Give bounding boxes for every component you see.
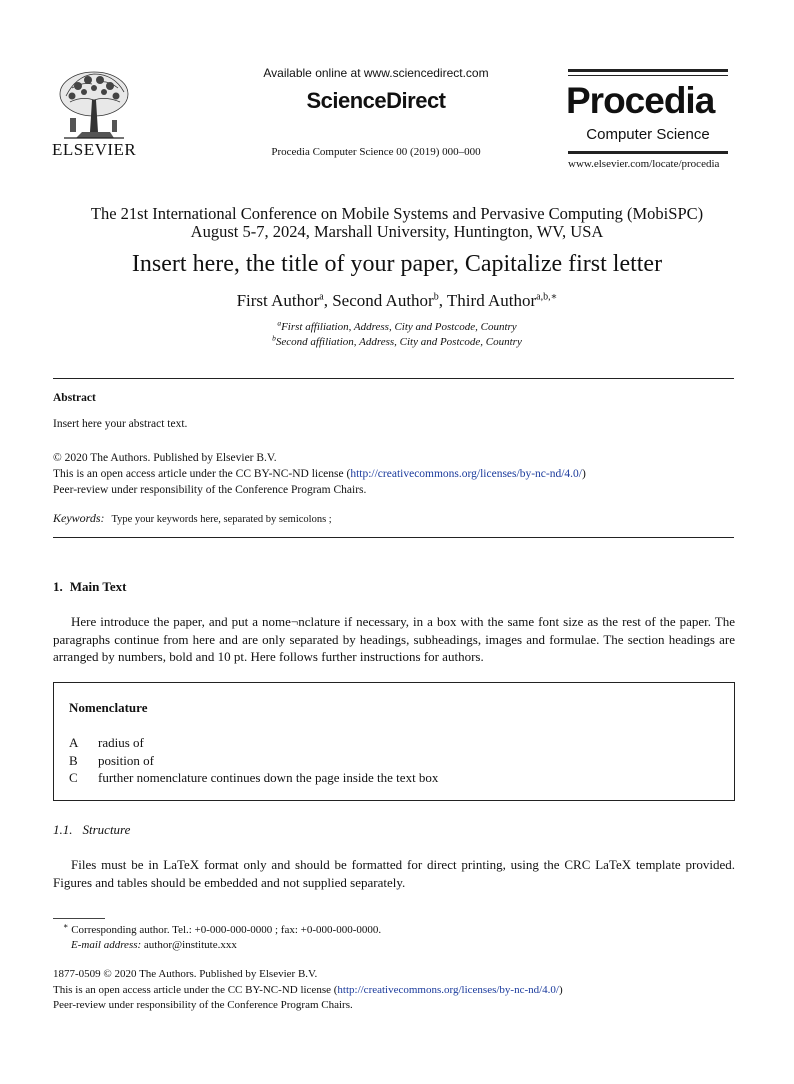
nomenclature-title: Nomenclature	[69, 700, 148, 715]
procedia-top-rule-thin	[568, 75, 728, 76]
affiliation-b: $^b$Second affiliation, Address, City and Postcode, Country	[272, 333, 522, 348]
conference-line-1: The 21st International Conference on Mobile Systems and Pervasive Computing (MobiSPC)	[90, 204, 704, 223]
keywords-line	[53, 511, 332, 526]
paper-title: Insert here, the title of your paper, Capitalize first letter	[131, 251, 663, 277]
section-1-paragraph: Here introduce the paper, and put a nome¬nclature if necessary, in a box with the same font size as the rest of the paper. The paragraphs continue from here and are only separated by headings, subheadings, images and formulae. The section headings are arranged by numbers, bold and 10 pt. Here follows further instructions for authors.	[53, 614, 735, 664]
elsevier-tree-icon	[52, 66, 136, 142]
footnote-rule	[53, 918, 105, 919]
section-1-heading: 1. Main Text	[53, 579, 127, 594]
author-1: First Author$^a$,	[236, 291, 333, 310]
footer-license: This is an open access article under the CC BY-NC-ND license (http://creativecommons.org/licenses/by-nc-nd/4.0/)	[53, 983, 563, 996]
abstract-license: This is an open access article under the CC BY-NC-ND license (http://creativecommons.org/licenses/by-nc-nd/4.0/)	[53, 468, 586, 480]
nomenclature-box	[53, 682, 735, 801]
procedia-bottom-rule	[568, 151, 728, 154]
abstract-copyright: © 2020 The Authors. Published by Elsevier B.V.	[53, 452, 277, 464]
abstract-top-rule	[53, 378, 734, 379]
abstract-copyright-block	[53, 450, 743, 498]
nomenclature-item: A radius of	[69, 735, 144, 750]
elsevier-wordmark: ELSEVIER	[52, 140, 137, 159]
abstract-heading: Abstract	[53, 392, 96, 404]
author-2: Second Author$^b$,	[332, 291, 447, 310]
available-online-text: Available online at www.sciencedirect.com	[263, 66, 489, 80]
email-link[interactable]: author@institute.xxx	[143, 939, 237, 951]
footer-license-link[interactable]: http://creativecommons.org/licenses/by-nc-nd/4.0/	[337, 983, 559, 996]
elsevier-logo	[52, 66, 136, 158]
nomenclature-item: B position of	[69, 752, 154, 768]
subsection-heading: 1.1. Structure	[53, 822, 131, 837]
footnote-email: E-mail address: author@institute.xxx	[71, 939, 237, 951]
procedia-top-rule	[568, 69, 728, 72]
nomenclature-list	[69, 734, 438, 787]
journal-reference: Procedia Computer Science 00 (2019) 000–000	[271, 146, 481, 158]
procedia-logo: Procedia	[566, 80, 715, 121]
footnote-corresponding: ∗ Corresponding author. Tel.: +0-000-000-0000 ; fax: +0-000-000-0000.	[63, 921, 382, 936]
sciencedirect-logo: ScienceDirect	[306, 88, 446, 113]
conference-line-2: August 5-7, 2024, Marshall University, Huntington, WV, USA	[190, 222, 604, 241]
abstract-bottom-rule	[53, 537, 734, 538]
abstract-peer-review: Peer-review under responsibility of the Conference Program Chairs.	[53, 484, 367, 496]
author-3: Third Author$^{a,b,∗}$	[446, 291, 558, 310]
procedia-subtitle: Computer Science	[586, 126, 710, 143]
keywords-label: Keywords:	[53, 511, 105, 525]
nomenclature-item: C further nomenclature continues down the page inside the text box	[69, 770, 439, 785]
affiliation-a: $^a$First affiliation, Address, City and Postcode, Country	[277, 318, 517, 333]
abstract-text: Insert here your abstract text.	[53, 418, 188, 430]
footer-block	[53, 967, 743, 1014]
journal-url-link[interactable]: www.elsevier.com/locate/procedia	[568, 158, 720, 170]
abstract-license-link[interactable]: http://creativecommons.org/licenses/by-nc-nd/4.0/	[350, 468, 582, 480]
author-list	[0, 291, 794, 311]
subsection-paragraph: Files must be in LaTeX format only and should be formatted for direct printing, using the CRC LaTeX template provided. Figures and tables should be embedded and not supplied separately.	[53, 857, 735, 890]
footer-peer-review: Peer-review under responsibility of the Conference Program Chairs.	[53, 999, 353, 1011]
footer-issn: 1877-0509 © 2020 The Authors. Published by Elsevier B.V.	[53, 968, 318, 980]
keywords-text: Type your keywords here, separated by semicolons ;	[111, 514, 332, 525]
